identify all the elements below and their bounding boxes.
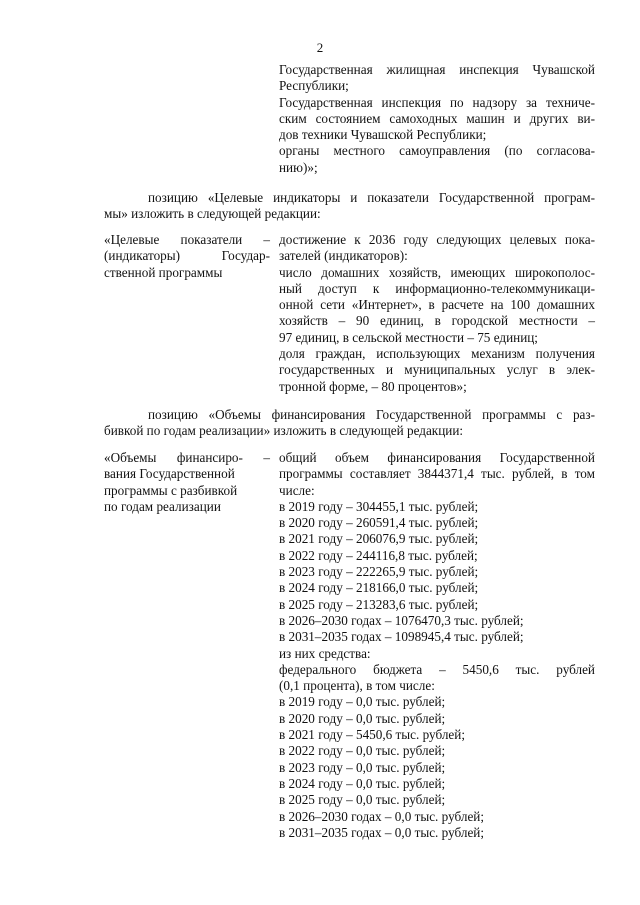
funding-line: числе: [279,482,315,498]
funding-line: в 2023 году – 0,0 тыс. рублей; [279,759,446,775]
funding-label [104,450,270,515]
indicators-line: государственных и муниципальных услуг в элек- [279,362,595,378]
funding-line: в 2031–2035 годах – 0,0 тыс. рублей; [279,824,485,840]
indicators-text [279,232,595,395]
indicators-line: хозяйств – 90 единиц, в городской местности – [279,313,595,329]
funding-line: в 2020 году – 260591,4 тыс. рублей; [279,515,479,531]
paragraph-line: позицию «Целевые индикаторы и показатели Государственной програм- [148,190,595,205]
label-line: (индикаторы) Государ- [104,248,270,264]
funding-line: в 2025 году – 213283,6 тыс. рублей; [279,596,479,612]
label-line: вания Государственной [104,466,235,482]
funding-line: в 2031–2035 годах – 1098945,4 тыс. рублей; [279,629,524,645]
funding-line: в 2021 году – 206076,9 тыс. рублей; [279,531,479,547]
indicators-line: доля граждан, использующих механизм получения [279,346,595,362]
paragraph-line: бивкой по годам реализации» изложить в следующей редакции: [104,423,464,439]
funding-line: федерального бюджета – 5450,6 тыс. рублей [279,661,595,677]
indicators-label [104,232,270,281]
funding-line: в 2023 году – 222265,9 тыс. рублей; [279,564,479,580]
funding-line: в 2026–2030 годах – 1076470,3 тыс. рублей; [279,612,524,628]
indicators-line: ный доступ к информационно-телекоммуникаци- [279,280,595,296]
indicators-line: 97 единиц, в сельской местности – 75 единиц; [279,329,538,345]
indicators-line: тронной форме, – 80 процентов»; [279,378,467,394]
page-number: 2 [316,40,324,55]
funding-line: в 2025 году – 0,0 тыс. рублей; [279,792,446,808]
funding-line: в 2019 году – 0,0 тыс. рублей; [279,694,446,710]
funding-line: в 2019 году – 304455,1 тыс. рублей; [279,498,479,514]
agencies-line: органы местного самоуправления (по согласова- [279,143,595,159]
agencies-line: Государственная инспекция по надзору за техниче- [279,94,595,110]
label-line: «Объемы финансиро- – [104,450,270,465]
agencies-line: ским состоянием самоходных машин и других ви- [279,110,595,126]
funding-line: в 2024 году – 218166,0 тыс. рублей; [279,580,479,596]
funding-line: программы составляет 3844371,4 тыс. рублей, в том [279,466,595,482]
funding-line: в 2024 году – 0,0 тыс. рублей; [279,775,446,791]
funding-line: общий объем финансирования Государственной [279,450,595,465]
paragraph-line: мы» изложить в следующей редакции: [104,206,321,222]
funding-line: в 2022 году – 244116,8 тыс. рублей; [279,547,478,563]
funding-line: в 2021 году – 5450,6 тыс. рублей; [279,727,465,743]
funding-line: (0,1 процента), в том числе: [279,678,435,694]
paragraph-line: позицию «Объемы финансирования Государственной программы с раз- [148,407,595,422]
agencies-line: дов техники Чувашской Республики; [279,127,487,143]
paragraph-funding-intro [104,407,595,440]
agencies-line: Государственная жилищная инспекция Чувашской [279,62,595,77]
funding-text [279,450,595,841]
agencies-list [279,62,595,176]
agencies-line: Республики; [279,78,349,94]
label-line: ственной программы [104,264,223,280]
label-line: программы с разбивкой [104,482,238,498]
funding-line: в 2022 году – 0,0 тыс. рублей; [279,743,446,759]
indicators-line: онной сети «Интернет», в расчете на 100 домашних [279,297,595,313]
indicators-line: число домашних хозяйств, имеющих широкополос- [279,264,595,280]
label-line: по годам реализации [104,498,221,514]
indicators-line: достижение к 2036 году следующих целевых пока- [279,232,595,247]
paragraph-indicators-intro [104,190,595,223]
funding-line: в 2020 году – 0,0 тыс. рублей; [279,710,446,726]
label-line: «Целевые показатели – [104,232,270,247]
indicators-line: зателей (индикаторов): [279,248,408,264]
funding-line: из них средства: [279,645,371,661]
agencies-line: нию)»; [279,159,318,175]
funding-line: в 2026–2030 годах – 0,0 тыс. рублей; [279,808,485,824]
